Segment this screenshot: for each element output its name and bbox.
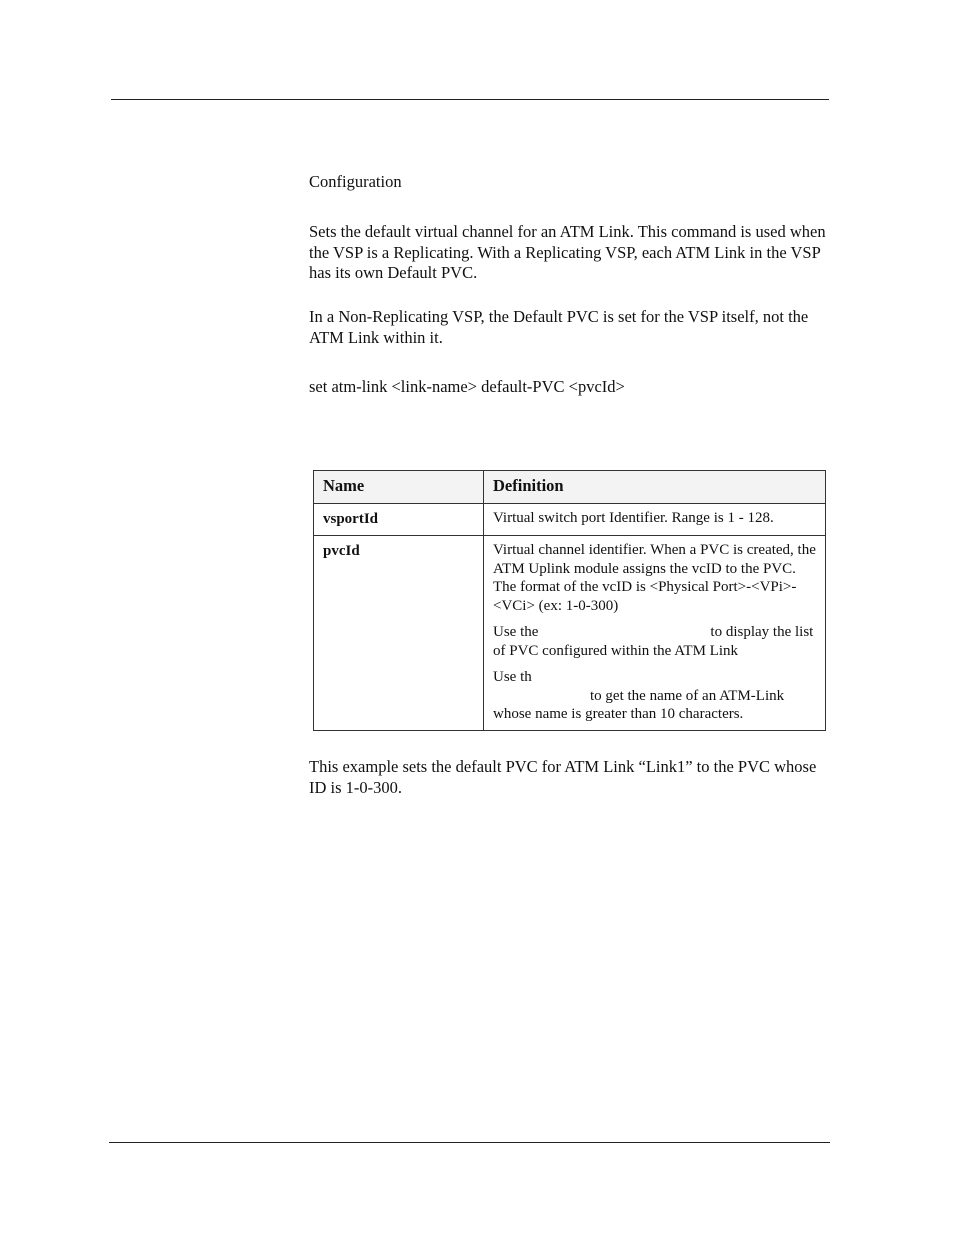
param-note-2 [493, 668, 816, 724]
header-rule [111, 99, 829, 100]
param-note-1-lead: Use the [493, 624, 539, 640]
example-text: This example sets the default PVC for ATM Link “Link1” to the PVC whose ID is 1-0-300. [309, 757, 817, 797]
param-note-1 [493, 623, 816, 660]
param-note-2-rest: to get the name of an ATM-Link whose name is greater than 10 characters. [493, 687, 785, 722]
param-definition [484, 504, 826, 536]
param-definition-text: Virtual switch port Identifier. Range is 1 - 128. [493, 510, 774, 526]
param-name: vsportId [314, 504, 484, 536]
header-definition: Definition [484, 471, 826, 504]
description-paragraph-1: Sets the default virtual channel for an ATM Link. This command is used when the VSP is a Replicating. With a Replicating VSP, each ATM Link in the VSP has its own Default PVC. [309, 222, 826, 282]
command-syntax: set atm-link <link-name> default-PVC <pvcId> [309, 377, 625, 396]
parameter-table [313, 470, 826, 731]
header-name: Name [314, 471, 484, 504]
param-definition [484, 536, 826, 731]
footer-rule [109, 1142, 830, 1143]
table-header-row [314, 471, 826, 504]
param-note-2-lead: Use th [493, 669, 532, 685]
table-row [314, 536, 826, 731]
table-row [314, 504, 826, 536]
description-paragraph-2: In a Non-Replicating VSP, the Default PVC is set for the VSP itself, not the ATM Link within it. [309, 307, 809, 347]
param-note-1-rest: to display the list of PVC configured within the ATM Link [493, 624, 814, 659]
param-name: pvcId [314, 536, 484, 731]
param-definition-text: Virtual channel identifier. When a PVC is created, the ATM Uplink module assigns the vcID to the PVC. The format of the vcID is <Physical Port>-<VPi>-<VCi> (ex: 1-0-300) [493, 542, 816, 614]
command-mode: Configuration [309, 172, 402, 191]
